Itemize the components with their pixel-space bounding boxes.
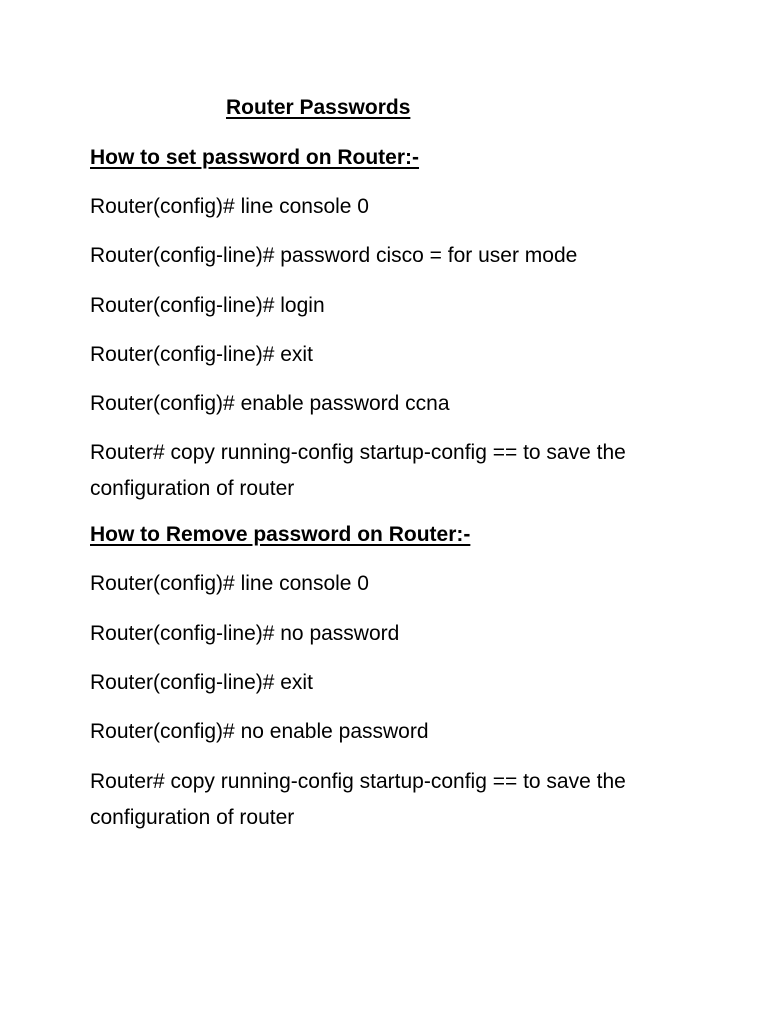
section-remove-password	[90, 520, 690, 835]
document-body	[90, 143, 690, 849]
section-heading: How to Remove password on Router:-	[90, 523, 471, 547]
command-line: Router(config-line)# password cisco = for user mode	[90, 244, 578, 268]
command-line: Router(config-line)# login	[90, 293, 325, 317]
document-title: Router Passwords	[226, 96, 411, 119]
section-set-password	[90, 143, 690, 507]
command-line: Router# copy running-config startup-config == to save the configuration of router	[90, 769, 626, 829]
command-line: Router(config)# line console 0	[90, 195, 369, 218]
command-line: Router(config)# no enable password	[90, 720, 429, 744]
command-line: Router(config-line)# exit	[90, 342, 313, 366]
command-line: Router(config-line)# exit	[90, 671, 313, 695]
command-line: Router# copy running-config startup-config == to save the configuration of router	[90, 441, 626, 501]
command-line: Router(config)# line console 0	[90, 572, 369, 596]
section-heading: How to set password on Router:-	[90, 146, 420, 169]
command-line: Router(config-line)# no password	[90, 621, 400, 645]
command-line: Router(config)# enable password ccna	[90, 392, 450, 416]
